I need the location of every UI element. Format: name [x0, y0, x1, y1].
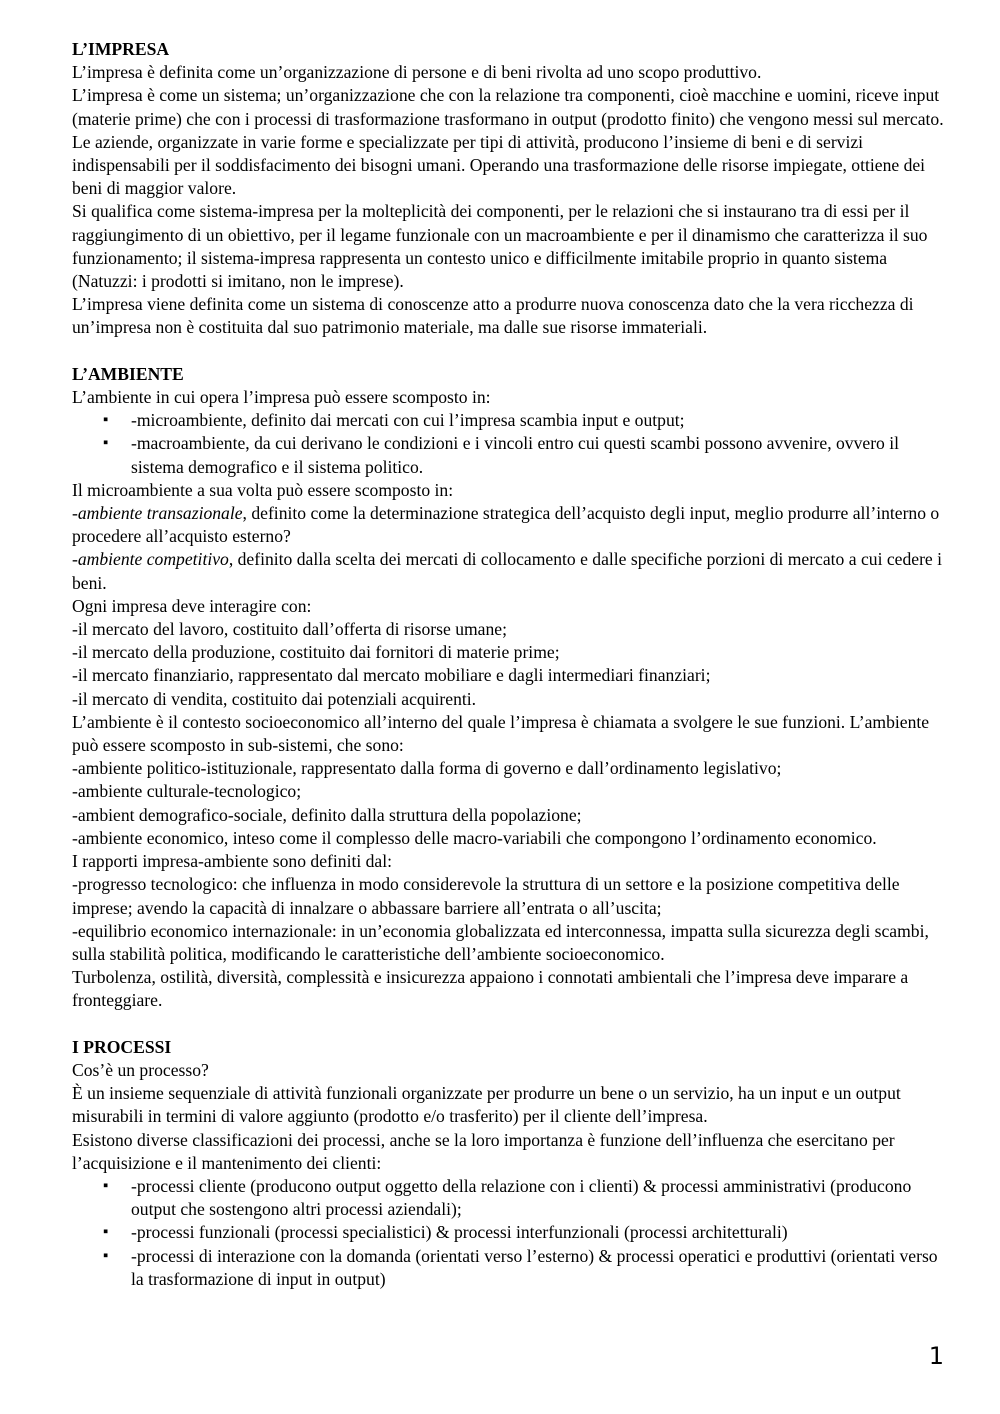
list-item: ▪ -microambiente, definito dai mercati con cui l’impresa scambia input e output;	[131, 409, 944, 432]
paragraph: -ambiente culturale-tecnologico;	[72, 781, 302, 802]
text: , definito dalla scelta dei mercati di collocamento e dalle specifiche porzioni di mercato a cui cedere i beni.	[72, 549, 943, 593]
bullet-list-ambiente	[72, 409, 944, 479]
section-heading-ambiente: L’AMBIENTE	[72, 363, 184, 384]
paragraph: Ogni impresa deve interagire con:	[72, 595, 312, 616]
italic-term: ambiente competitivo	[77, 549, 229, 570]
paragraph: L’impresa viene definita come un sistema di conoscenze atto a produrre nuova conoscenza dato che la vera ricchezza di un’impresa non è costituita dal suo patrimonio materiale, ma dalle sue risorse immateriali.	[72, 294, 914, 338]
paragraph: -ambiente politico-istituzionale, rappresentato dalla forma di governo e dall’ordinamento legislativo;	[72, 758, 782, 779]
page-number: 1	[928, 1342, 944, 1370]
list-item: ▪ -processi funzionali (processi specialistici) & processi interfunzionali (processi architetturali)	[131, 1221, 944, 1244]
paragraph: -il mercato del lavoro, costituito dall’offerta di risorse umane;	[72, 619, 507, 640]
paragraph: È un insieme sequenziale di attività funzionali organizzate per produrre un bene o un servizio, ha un input e un output misurabili in termini di valore aggiunto (prodotto e/o trasferito) per il cliente dell’impresa.	[72, 1083, 901, 1127]
paragraph: Esistono diverse classificazioni dei processi, anche se la loro importanza è funzione dell’influenza che esercitano per l’acquisizione e il mantenimento dei clienti:	[72, 1129, 895, 1173]
paragraph: -il mercato finanziario, rappresentato dal mercato mobiliare e dagli intermediari finanziari;	[72, 665, 711, 686]
paragraph: -il mercato di vendita, costituito dai potenziali acquirenti.	[72, 688, 477, 709]
section-heading-impresa: L’IMPRESA	[72, 39, 170, 59]
paragraph: Le aziende, organizzate in varie forme e specializzate per tipi di attività, producono l’insieme di beni e di servizi indispensabili per il soddisfacimento dei bisogni umani. Operando una trasformazione delle risorse impiegate, ottiene dei beni di maggior valore.	[72, 131, 926, 199]
paragraph: L’impresa è definita come un’organizzazione di persone e di beni rivolta ad uno scopo produttivo.	[72, 62, 762, 83]
bullet-list-processi	[72, 1175, 944, 1291]
italic-term: ambiente transazionale	[77, 503, 243, 524]
document-page	[72, 38, 944, 1291]
list-item: ▪ -processi di interazione con la domanda (orientati verso l’esterno) & processi operatici e produttivi (orientati verso la trasformazione di input in output)	[131, 1245, 944, 1291]
dash: -	[72, 549, 78, 570]
paragraph: Si qualifica come sistema-impresa per la molteplicità dei componenti, per le relazioni che si instaurano tra di essi per il raggiungimento di un obiettivo, per il legame funzionale con un macroambiente e per il dinamismo che caratterizza il suo funzionamento; il sistema-impresa rappresenta un contesto unico e difficilmente imitabile proprio in quanto sistema (Natuzzi: i prodotti si imitano, non le imprese).	[72, 201, 928, 292]
paragraph: Cos’è un processo?	[72, 1059, 209, 1080]
list-item: ▪ -macroambiente, da cui derivano le condizioni e i vincoli entro cui questi scambi possono avvenire, ovvero il sistema demografico e il sistema politico.	[131, 432, 944, 478]
dash: -	[72, 503, 78, 524]
paragraph: L’ambiente in cui opera l’impresa può essere scomposto in:	[72, 387, 491, 408]
text: , definito come la determinazione strategica dell’acquisto degli input, meglio produrre all’interno o procedere all’acquisto esterno?	[72, 503, 940, 547]
paragraph: -progresso tecnologico: che influenza in modo considerevole la struttura di un settore e la posizione competitiva delle imprese; avendo la capacità di innalzare o abbassare barriere all’entrata o all’uscita;	[72, 874, 900, 918]
paragraph: Turbolenza, ostilità, diversità, complessità e insicurezza appaiono i connotati ambientali che l’impresa deve imparare a fronteggiare.	[72, 967, 909, 1011]
section-heading-processi: I PROCESSI	[72, 1036, 172, 1057]
paragraph: -equilibrio economico internazionale: in un’economia globalizzata ed interconnessa, impatta sulla sicurezza degli scambi, sulla stabilità politica, modificando le caratteristiche dell’ambiente socioeconomico.	[72, 920, 929, 964]
paragraph: -ambient demografico-sociale, definito dalla struttura della popolazione;	[72, 804, 582, 825]
paragraph: Il microambiente a sua volta può essere scomposto in:	[72, 479, 454, 500]
section-gap	[72, 1013, 944, 1036]
list-item: ▪ -processi cliente (producono output oggetto della relazione con i clienti) & processi amministrativi (producono output che sostengono altri processi aziendali);	[131, 1175, 944, 1221]
paragraph-ambiente-transazionale	[72, 502, 944, 548]
paragraph: -ambiente economico, inteso come il complesso delle macro-variabili che compongono l’ordinamento economico.	[72, 827, 877, 848]
paragraph: L’impresa è come un sistema; un’organizzazione che con la relazione tra componenti, cioè macchine e uomini, riceve input (materie prime) che con i processi di trasformazione trasformano in output (prodotto finito) che vengono messi sul mercato.	[72, 85, 944, 129]
paragraph-ambiente-competitivo	[72, 548, 944, 594]
paragraph: -il mercato della produzione, costituito dai fornitori di materie prime;	[72, 642, 560, 663]
section-gap	[72, 340, 944, 363]
paragraph: I rapporti impresa-ambiente sono definiti dal:	[72, 851, 393, 872]
paragraph: L’ambiente è il contesto socioeconomico all’interno del quale l’impresa è chiamata a svolgere le sue funzioni. L’ambiente può essere scomposto in sub-sistemi, che sono:	[72, 711, 930, 756]
